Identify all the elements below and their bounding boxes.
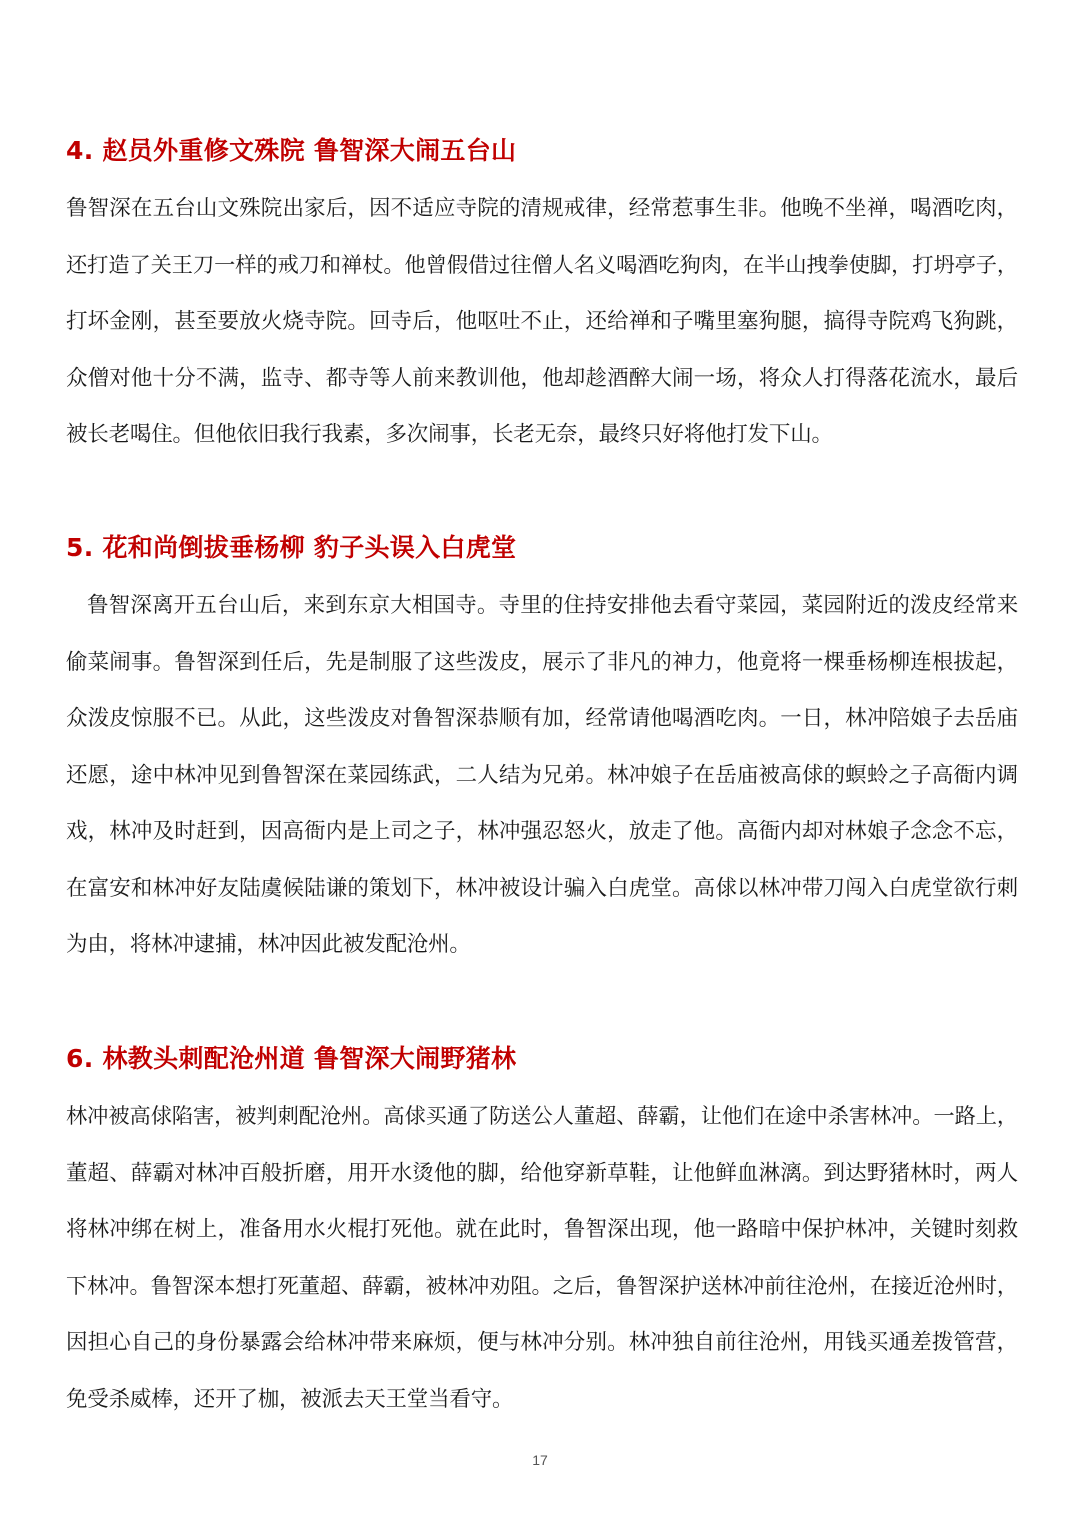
body-line: 董超、薛霸对林冲百般折磨，用开水烫他的脚，给他穿新草鞋，让他鲜血淋漓。到达野猪林时，两人	[66, 1160, 1018, 1186]
body-line: 戏，林冲及时赶到，因高衙内是上司之子，林冲强忍怒火，放走了他。高衙内却对林娘子念念不忘，	[66, 819, 1018, 844]
body-line: 打坏金刚，甚至要放火烧寺院。回寺后，他呕吐不止，还给禅和子嘴里塞狗腿，搞得寺院鸡飞狗跳，	[66, 309, 1018, 334]
section-body	[66, 181, 1018, 464]
body-line: 还愿，途中林冲见到鲁智深在菜园练武，二人结为兄弟。林冲娘子在岳庙被高俅的螟蛉之子高衙内调	[66, 762, 1018, 788]
body-line: 偷菜闹事。鲁智深到任后，先是制服了这些泼皮，展示了非凡的神力，他竟将一棵垂杨柳连根拔起，	[66, 649, 1018, 675]
body-line: 在富安和林冲好友陆虞候陆谦的策划下，林冲被设计骗入白虎堂。高俅以林冲带刀闯入白虎堂欲行刺	[66, 875, 1018, 901]
body-line: 林冲被高俅陷害，被判刺配沧州。高俅买通了防送公人董超、薛霸，让他们在途中杀害林冲。一路上，	[66, 1104, 1018, 1129]
body-line: 鲁智深离开五台山后，来到东京大相国寺。寺里的住持安排他去看守菜园，菜园附近的泼皮经常来	[87, 593, 1018, 618]
body-line: 为由，将林冲逮捕，林冲因此被发配沧州。	[66, 932, 471, 957]
body-line: 免受杀威棒，还开了枷，被派去天王堂当看守。	[66, 1386, 514, 1412]
section-title: 6. 林教头刺配沧州道 鲁智深大闹野猪林	[66, 1044, 517, 1073]
body-line: 众泼皮惊服不已。从此，这些泼皮对鲁智深恭顺有加，经常请他喝酒吃肉。一日，林冲陪娘子去岳庙	[66, 706, 1018, 731]
body-line: 因担心自己的身份暴露会给林冲带来麻烦，便与林冲分别。林冲独自前往沧州，用钱买通差拨管营，	[66, 1330, 1018, 1355]
body-line: 还打造了关王刀一样的戒刀和禅杖。他曾假借过往僧人名义喝酒吃狗肉，在半山拽拳使脚，打坍亭子，	[66, 252, 1018, 278]
body-line: 下林冲。鲁智深本想打死董超、薛霸，被林冲劝阻。之后，鲁智深护送林冲前往沧州，在接近沧州时，	[66, 1273, 1018, 1299]
section-title: 4. 赵员外重修文殊院 鲁智深大闹五台山	[66, 136, 517, 165]
body-line: 被长老喝住。但他依旧我行我素，多次闹事，长老无奈，最终只好将他打发下山。	[66, 422, 833, 447]
section-4	[66, 134, 1018, 464]
body-line: 鲁智深在五台山文殊院出家后，因不适应寺院的清规戒律，经常惹事生非。他晚不坐禅，喝酒吃肉，	[66, 196, 1018, 221]
page-number: 17	[532, 1452, 548, 1468]
section-6	[66, 1042, 1018, 1428]
body-line: 将林冲绑在树上，准备用水火棍打死他。就在此时，鲁智深出现，他一路暗中保护林冲，关键时刻救	[66, 1217, 1018, 1242]
section-body	[66, 1089, 1018, 1428]
section-body	[66, 578, 1018, 974]
section-5	[66, 531, 1018, 974]
body-line: 众僧对他十分不满，监寺、都寺等人前来教训他，他却趁酒醉大闹一场，将众人打得落花流水，最后	[66, 365, 1018, 391]
section-title: 5. 花和尚倒拔垂杨柳 豹子头误入白虎堂	[66, 533, 517, 562]
